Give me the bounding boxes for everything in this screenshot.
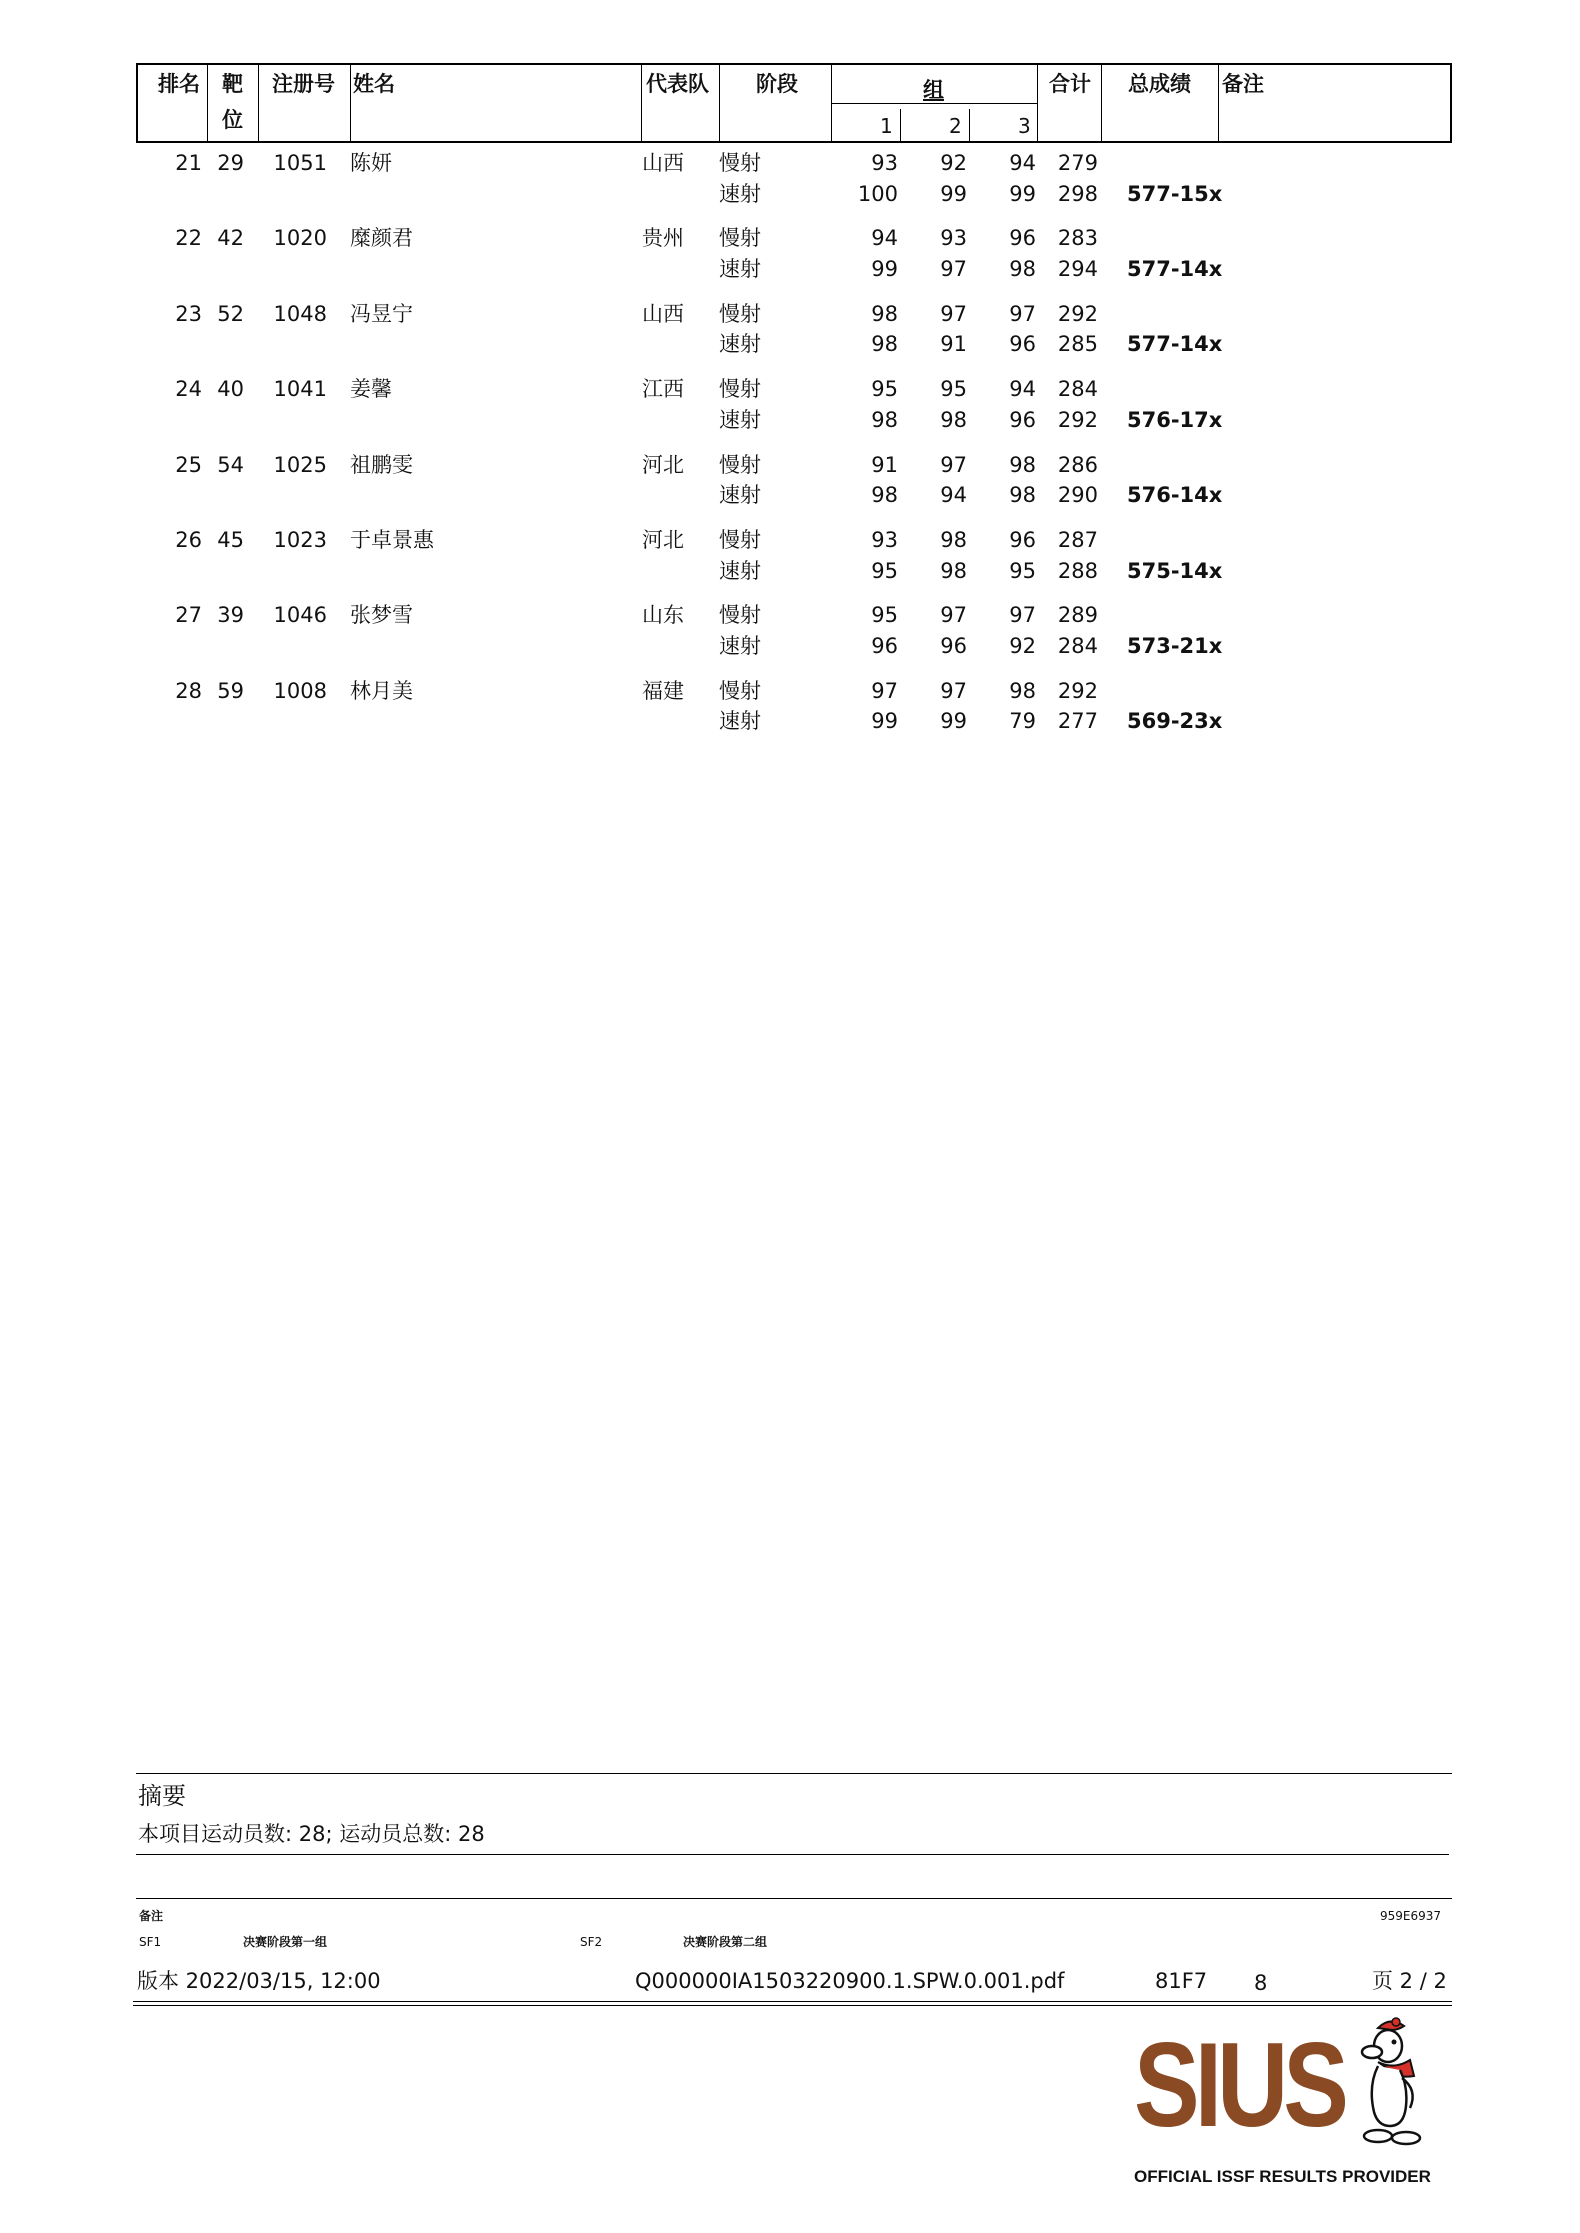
series-1-cell: 95 [871, 558, 898, 583]
header-name: 姓名 [353, 72, 395, 96]
legend-key-sf1: SF1 [139, 1935, 162, 1949]
team-cell: 河北 [642, 528, 684, 552]
series-3-cell: 94 [1009, 151, 1036, 175]
lane-cell: 39 [217, 603, 244, 628]
result-cell: 573-21x [1127, 633, 1223, 658]
result-cell: 569-23x [1127, 709, 1223, 734]
stage-cell: 慢射 [719, 151, 761, 175]
sius-logo-tagline: OFFICIAL ISSF RESULTS PROVIDER [1134, 2167, 1431, 2186]
rank-cell: 23 [175, 301, 202, 326]
series-1-cell: 97 [871, 678, 898, 703]
lane-cell: 29 [217, 151, 244, 175]
rank-cell: 25 [175, 452, 202, 477]
result-cell: 576-14x [1127, 483, 1223, 508]
team-cell: 江西 [642, 377, 684, 402]
header-series-1: 1 [880, 114, 893, 138]
footer-page: 页 2 / 2 [1372, 1969, 1447, 1993]
summary-bottom-rule [136, 1854, 1449, 1855]
rank-cell: 28 [175, 678, 202, 703]
reg-no-cell: 1051 [273, 151, 327, 175]
series-1-cell: 100 [857, 181, 898, 206]
stage-cell: 速射 [719, 181, 761, 206]
stage-cell: 慢射 [719, 377, 761, 402]
name-cell: 于卓景惠 [350, 528, 434, 552]
stage-cell: 速射 [719, 709, 761, 734]
footer-rule-2 [133, 2005, 1452, 2006]
stage-cell: 速射 [719, 558, 761, 583]
team-cell: 贵州 [642, 226, 684, 251]
stage-cell: 慢射 [719, 226, 761, 251]
name-cell: 冯昱宁 [350, 301, 413, 326]
footer-checksum: 81F7 [1155, 1969, 1208, 1993]
series-1-cell: 93 [871, 151, 898, 175]
result-cell: 575-14x [1127, 558, 1223, 583]
series-2-cell: 93 [940, 226, 967, 251]
name-cell: 张梦雪 [350, 603, 413, 628]
stage-total-cell: 284 [1057, 633, 1098, 658]
header-series-2: 2 [949, 114, 962, 138]
result-cell: 577-14x [1127, 332, 1223, 357]
legend-desc-sf1: 决赛阶段第一组 [243, 1935, 328, 1949]
series-1-cell: 93 [871, 528, 898, 552]
header-lane-bottom: 位 [222, 108, 243, 132]
reg-no-cell: 1020 [273, 226, 327, 251]
lane-cell: 45 [217, 528, 244, 552]
series-2-cell: 92 [940, 151, 967, 175]
col-divider [719, 65, 720, 141]
lane-cell: 54 [217, 452, 244, 477]
header-total: 合计 [1049, 72, 1091, 96]
header-group: 组 [923, 78, 944, 102]
series-2-cell: 91 [940, 332, 967, 357]
series-2-cell: 97 [940, 678, 967, 703]
lane-cell: 59 [217, 678, 244, 703]
series-2-cell: 97 [940, 603, 967, 628]
stage-total-cell: 294 [1057, 256, 1098, 281]
mascot-icon [1348, 2016, 1430, 2146]
series-3-cell: 96 [1009, 407, 1036, 432]
col-divider [641, 65, 642, 141]
series-3-cell: 98 [1009, 452, 1036, 477]
team-cell: 山西 [642, 301, 684, 326]
header-stage: 阶段 [756, 72, 798, 96]
result-cell: 576-17x [1127, 407, 1223, 432]
series-1-cell: 95 [871, 603, 898, 628]
name-cell: 姜馨 [350, 377, 392, 402]
col-divider [1218, 65, 1219, 141]
stage-cell: 速射 [719, 256, 761, 281]
reg-no-cell: 1008 [273, 678, 327, 703]
stage-total-cell: 279 [1057, 151, 1098, 175]
stage-total-cell: 277 [1057, 709, 1098, 734]
stage-cell: 慢射 [719, 452, 761, 477]
series-3-cell: 96 [1009, 226, 1036, 251]
series-1-cell: 95 [871, 377, 898, 402]
name-cell: 祖鹏雯 [350, 452, 413, 477]
rank-cell: 24 [175, 377, 202, 402]
series-3-cell: 92 [1009, 633, 1036, 658]
footer-file: Q000000IA1503220900.1.SPW.0.001.pdf [635, 1969, 1065, 1993]
summary-title: 摘要 [138, 1782, 186, 1810]
stage-total-cell: 284 [1057, 377, 1098, 402]
footer-version: 版本 2022/03/15, 12:00 [137, 1969, 381, 1993]
col-divider [1037, 65, 1038, 141]
lane-cell: 40 [217, 377, 244, 402]
series-2-cell: 94 [940, 483, 967, 508]
series-3-cell: 95 [1009, 558, 1036, 583]
stage-total-cell: 292 [1057, 301, 1098, 326]
series-3-cell: 98 [1009, 483, 1036, 508]
team-cell: 山东 [642, 603, 684, 628]
series-3-cell: 98 [1009, 256, 1036, 281]
stage-cell: 速射 [719, 633, 761, 658]
result-cell: 577-15x [1127, 181, 1223, 206]
stage-cell: 慢射 [719, 678, 761, 703]
series-2-cell: 97 [940, 301, 967, 326]
header-team: 代表队 [646, 72, 709, 96]
stage-cell: 速射 [719, 483, 761, 508]
series-1-cell: 99 [871, 709, 898, 734]
series-2-cell: 98 [940, 528, 967, 552]
header-lane-top: 靶 [222, 72, 243, 96]
header-remarks: 备注 [1222, 72, 1264, 96]
col-divider [207, 65, 208, 141]
stage-total-cell: 283 [1057, 226, 1098, 251]
stage-total-cell: 287 [1057, 528, 1098, 552]
stage-total-cell: 292 [1057, 678, 1098, 703]
reg-no-cell: 1046 [273, 603, 327, 628]
series-1-cell: 94 [871, 226, 898, 251]
group-divider [831, 103, 1037, 104]
series-2-cell: 99 [940, 181, 967, 206]
legend-title: 备注 [139, 1909, 164, 1923]
footer-num: 8 [1254, 1971, 1268, 1995]
team-cell: 山西 [642, 151, 684, 175]
series-3-cell: 99 [1009, 181, 1036, 206]
series-3-cell: 97 [1009, 603, 1036, 628]
header-rank: 排名 [158, 72, 200, 96]
series-2-cell: 97 [940, 452, 967, 477]
legend-top-rule [136, 1898, 1452, 1899]
stage-total-cell: 292 [1057, 407, 1098, 432]
series-3-cell: 96 [1009, 332, 1036, 357]
legend-desc-sf2: 决赛阶段第二组 [683, 1935, 768, 1949]
header-reg-no: 注册号 [272, 72, 335, 96]
stage-cell: 慢射 [719, 528, 761, 552]
series-3-cell: 94 [1009, 377, 1036, 402]
reg-no-cell: 1023 [273, 528, 327, 552]
name-cell: 陈妍 [350, 151, 392, 175]
series-3-cell: 96 [1009, 528, 1036, 552]
col-divider [1101, 65, 1102, 141]
series-1-cell: 98 [871, 483, 898, 508]
col-divider [350, 65, 351, 141]
series-2-cell: 98 [940, 407, 967, 432]
series-2-cell: 96 [940, 633, 967, 658]
name-cell: 林月美 [350, 678, 413, 703]
rank-cell: 21 [175, 151, 202, 175]
stage-cell: 慢射 [719, 301, 761, 326]
rank-cell: 22 [175, 226, 202, 251]
team-cell: 河北 [642, 452, 684, 477]
lane-cell: 42 [217, 226, 244, 251]
series-1-cell: 99 [871, 256, 898, 281]
stage-total-cell: 298 [1057, 181, 1098, 206]
series-3-cell: 98 [1009, 678, 1036, 703]
col-divider [258, 65, 259, 141]
sius-logo-text: SIUS [1134, 2018, 1344, 2152]
team-cell: 福建 [642, 678, 684, 703]
name-cell: 糜颜君 [350, 226, 413, 251]
result-cell: 577-14x [1127, 256, 1223, 281]
series-2-cell: 97 [940, 256, 967, 281]
series-1-cell: 98 [871, 301, 898, 326]
summary-text: 本项目运动员数: 28; 运动员总数: 28 [138, 1822, 485, 1846]
rank-cell: 27 [175, 603, 202, 628]
series-2-cell: 98 [940, 558, 967, 583]
header-series-3: 3 [1018, 114, 1031, 138]
stage-cell: 慢射 [719, 603, 761, 628]
reg-no-cell: 1048 [273, 301, 327, 326]
series-3-cell: 97 [1009, 301, 1036, 326]
stage-total-cell: 289 [1057, 603, 1098, 628]
stage-cell: 速射 [719, 332, 761, 357]
series-1-cell: 91 [871, 452, 898, 477]
series-1-cell: 96 [871, 633, 898, 658]
stage-total-cell: 290 [1057, 483, 1098, 508]
legend-code: 959E6937 [1380, 1909, 1442, 1923]
series-2-cell: 95 [940, 377, 967, 402]
legend-key-sf2: SF2 [580, 1935, 603, 1949]
lane-cell: 52 [217, 301, 244, 326]
series-1-cell: 98 [871, 407, 898, 432]
stage-total-cell: 285 [1057, 332, 1098, 357]
series-divider [969, 109, 970, 143]
series-divider [900, 109, 901, 143]
footer-rule-1 [133, 2001, 1452, 2002]
series-2-cell: 99 [940, 709, 967, 734]
rank-cell: 26 [175, 528, 202, 552]
stage-total-cell: 288 [1057, 558, 1098, 583]
results-table-header [136, 63, 1452, 143]
reg-no-cell: 1025 [273, 452, 327, 477]
stage-total-cell: 286 [1057, 452, 1098, 477]
series-1-cell: 98 [871, 332, 898, 357]
reg-no-cell: 1041 [273, 377, 327, 402]
summary-top-rule [136, 1773, 1452, 1774]
series-3-cell: 79 [1009, 709, 1036, 734]
stage-cell: 速射 [719, 407, 761, 432]
header-result: 总成绩 [1128, 72, 1191, 96]
